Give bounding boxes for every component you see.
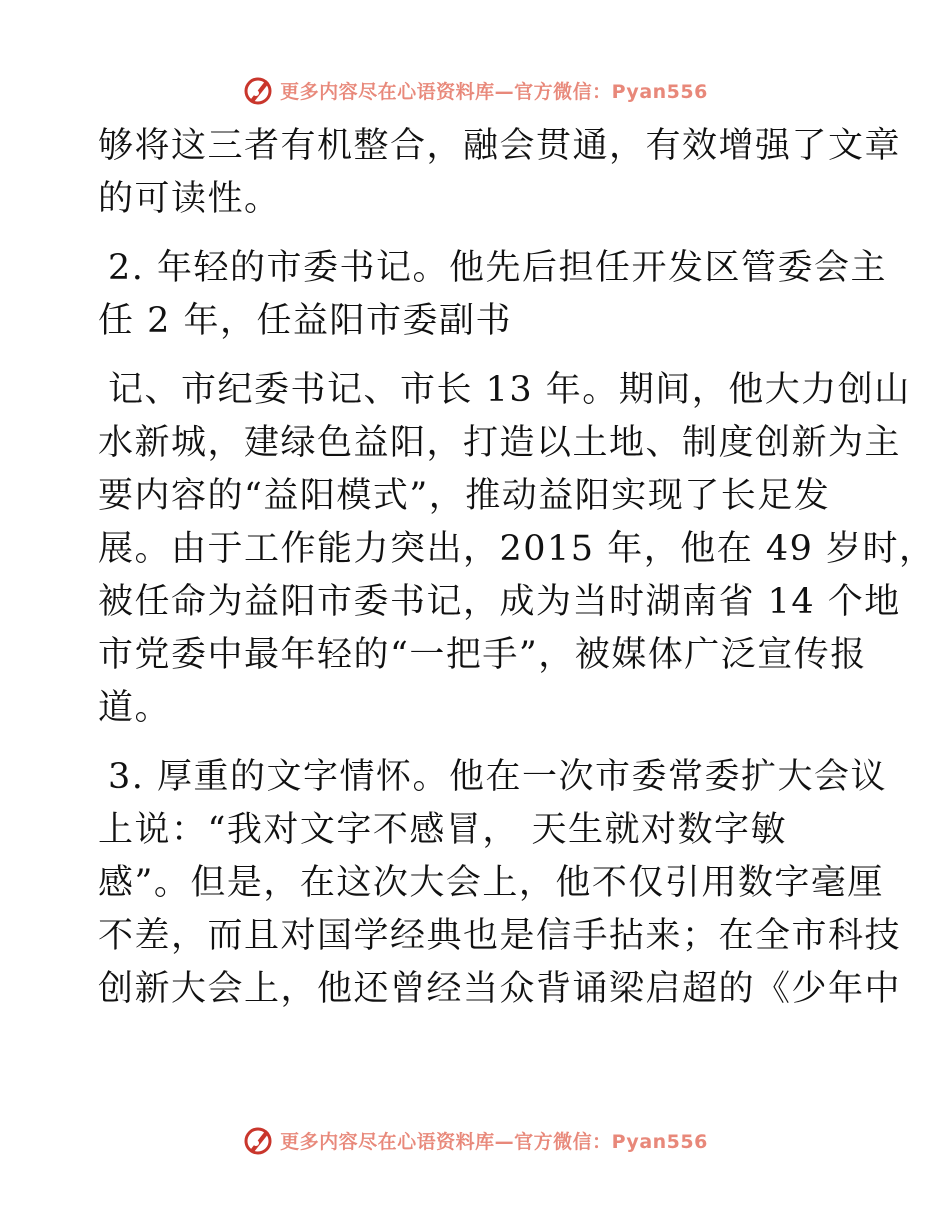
- text-line: 感”。但是，在这次大会上，他不仅引用数字毫厘: [98, 863, 884, 903]
- text-line: 任 2 年，任益阳市委副书: [98, 301, 513, 341]
- text-line: 记、市纪委书记、市长 13 年。期间，他大力创山: [108, 370, 911, 410]
- banner-text: 更多内容尽在心语资料库—官方微信：Pyan556: [280, 80, 708, 103]
- pen-logo-icon: [242, 74, 274, 106]
- text-line: 3. 厚重的文字情怀。他在一次市委常委扩大会议: [108, 757, 888, 797]
- text-line: 创新大会上，他还曾经当众背诵梁启超的《少年中: [98, 969, 902, 1009]
- text-line: 上说：“我对文字不感冒， 天生就对数字敏: [98, 810, 788, 850]
- text-line: 道。: [98, 688, 172, 728]
- text-line: 市党委中最年轻的“一把手”，被媒体广泛宣传报: [98, 635, 867, 675]
- text-line: 要内容的“益阳模式”，推动益阳实现了长足发: [98, 476, 831, 516]
- document-body: [98, 120, 936, 1016]
- text-line: 被任命为益阳市委书记，成为当时湖南省 14 个地: [98, 582, 901, 622]
- text-line: 够将这三者有机整合，融会贯通，有效增强了文章: [98, 126, 902, 166]
- text-line: 的可读性。: [98, 179, 281, 219]
- text-line: 2. 年轻的市委书记。他先后担任开发区管委会主: [108, 248, 888, 288]
- pen-logo-icon: [242, 1124, 274, 1156]
- text-line: 不差，而且对国学经典也是信手拈来；在全市科技: [98, 916, 902, 956]
- text-line: 展。由于工作能力突出，2015 年，他在 49 岁时，: [98, 529, 936, 569]
- banner-text: 更多内容尽在心语资料库—官方微信：Pyan556: [280, 1130, 708, 1153]
- header-banner: [0, 70, 950, 110]
- footer-banner: [0, 1120, 950, 1160]
- text-line: 水新城，建绿色益阳，打造以土地、制度创新为主: [98, 423, 902, 463]
